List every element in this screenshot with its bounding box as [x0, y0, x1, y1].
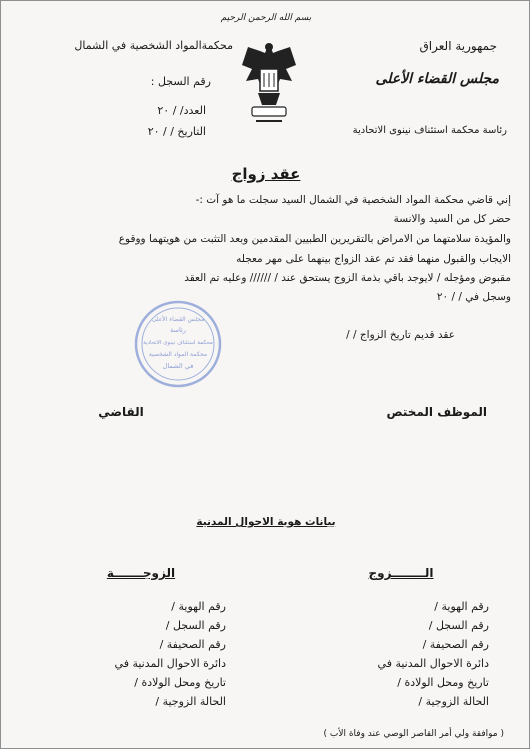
body-line-3: والمؤيدة سلامتهما من الامراض بالتقريرين الطبيين المقدمين وبعد التثبت من هويتهما ووقوع	[118, 233, 511, 245]
register-number: رقم السجل :	[150, 75, 211, 88]
document-date: التاريخ / / ٢٠	[147, 125, 206, 138]
guardian-approval-note: ( موافقة ولي أمر القاصر الوصي عند وفاة الأب )	[323, 729, 504, 739]
wife-marital-status: الحالة الزوجية /	[155, 695, 226, 708]
wife-heading: الزوجـــــــة	[106, 566, 176, 580]
body-line-2: حضر كل من السيد والانسة	[393, 213, 511, 225]
iraq-eagle-emblem-icon	[238, 35, 300, 127]
official-signature-label: الموظف المختص	[386, 405, 487, 419]
stamp-line-5: في الشمال	[162, 362, 194, 370]
court-name: محكمةالمواد الشخصية في الشمال	[74, 39, 233, 52]
husband-birth-info: تاريخ ومحل الولادة /	[397, 676, 489, 689]
husband-heading: الــــــــزوج	[368, 566, 434, 580]
body-line-5: مقبوض ومؤجله / لايوجد باقي بذمة الزوج يستحق عند / ////// وعليه تم العقد	[184, 272, 511, 284]
contract-date: عقد قديم تاريخ الزواج / /	[346, 329, 455, 341]
basmala: بسم الله الرحمن الرحيم	[220, 13, 312, 23]
body-line-1: إني قاضي محكمة المواد الشخصية في الشمال السيد سجلت ما هو آت :-	[195, 194, 511, 206]
husband-marital-status: الحالة الزوجية /	[418, 695, 489, 708]
document-title: عقد زواج	[231, 165, 301, 183]
wife-id-number: رقم الهوية /	[171, 600, 226, 613]
wife-page-number: رقم الصحيفة /	[159, 638, 226, 651]
husband-id-number: رقم الهوية /	[434, 600, 489, 613]
court-seal-stamp-icon	[133, 299, 223, 389]
husband-register-number: رقم السجل /	[428, 619, 489, 632]
wife-birth-info: تاريخ ومحل الولادة /	[134, 676, 226, 689]
body-line-4: الايجاب والقبول منهما فقد تم عقد الزواج بينهما على مهر معجله	[236, 253, 511, 265]
council-name: مجلس القضاء الأعلى	[375, 71, 499, 87]
stamp-line-2: رئاسة	[170, 326, 186, 334]
stamp-line-4: محكمة المواد الشخصية	[148, 351, 208, 358]
husband-page-number: رقم الصحيفة /	[422, 638, 489, 651]
body-line-6: وسجل في / / ٢٠	[436, 291, 511, 303]
stamp-line-1: مجلس القضاء الأعلى	[151, 316, 205, 323]
document-number: العدد/ / ٢٠	[157, 104, 206, 117]
stamp-line-3: محكمة استئناف نينوى الاتحادية	[143, 340, 213, 346]
wife-civil-office: دائرة الاحوال المدنية في	[114, 657, 226, 670]
presidency-name: رئاسة محكمة استئناف نينوى الاتحادية	[352, 125, 507, 136]
wife-register-number: رقم السجل /	[165, 619, 226, 632]
country-name: جمهورية العراق	[419, 39, 497, 53]
husband-civil-office: دائرة الاحوال المدنية في	[377, 657, 489, 670]
judge-signature-label: القاضي	[98, 405, 144, 419]
civil-status-title: بيانات هوية الاحوال المدنية	[196, 516, 336, 528]
